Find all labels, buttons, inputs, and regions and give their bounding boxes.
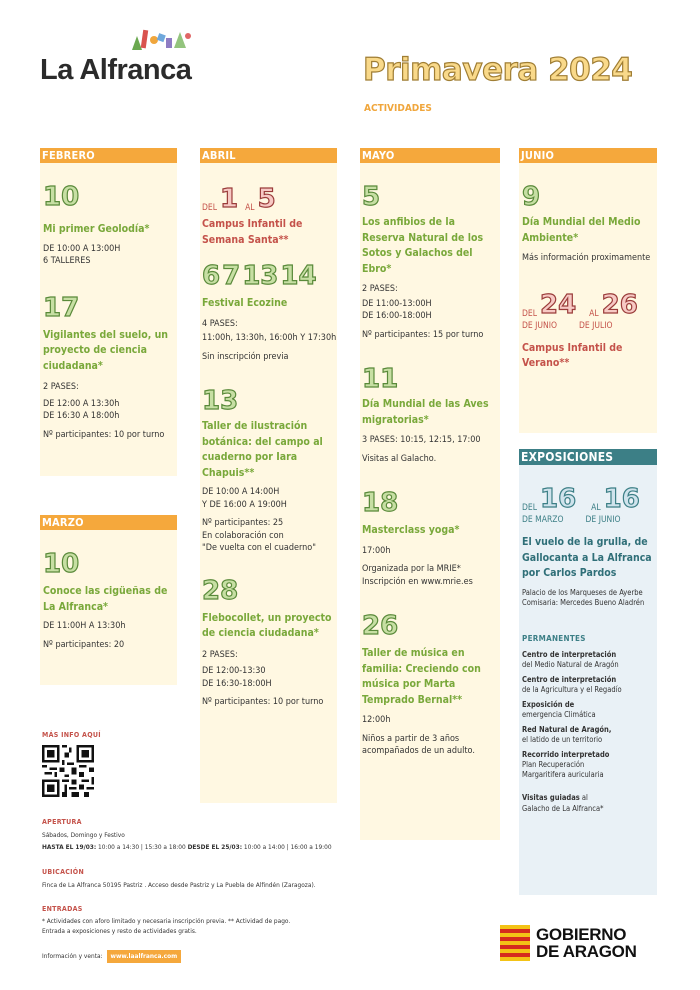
date-number: 5	[257, 184, 276, 214]
permanent-title: Exposición de	[522, 699, 575, 709]
date-number: 18	[362, 488, 399, 518]
date-range	[522, 291, 657, 319]
event-title: Vigilantes del suelo, un proyecto de ciencia ciudadana*	[43, 328, 169, 372]
event-detail: "De vuelta con el cuaderno"	[202, 543, 316, 553]
venta-label: Información y venta:	[42, 952, 103, 960]
permanent-item	[522, 750, 657, 780]
event-detail: 2 PASES:	[202, 649, 238, 660]
season-title: Primavera 2024	[363, 52, 633, 88]
event-detail: Organizada por la MRIE*	[362, 564, 461, 574]
date-number: 11	[362, 364, 399, 394]
event-detail: DE 16:00-18:00H	[362, 311, 432, 321]
event-detail: Nº participantes: 10 por turno	[43, 429, 165, 440]
season-subtitle: ACTIVIDADES	[364, 103, 432, 114]
exhibition-title: El vuelo de la grulla, de Gallocanta a La Alfranca por Carlos Pardos	[522, 536, 652, 579]
event-detail: Niños a partir de 3 años	[362, 733, 460, 744]
event-title: Día Mundial del Medio Ambiente*	[522, 216, 641, 244]
date-number: 16	[603, 484, 640, 514]
permanent-title: Red Natural de Aragón,	[522, 724, 612, 734]
date-number: 28	[202, 575, 239, 606]
permanent-header: PERMANENTES	[522, 633, 586, 643]
apertura-from: DESDE EL 25/03:	[187, 843, 243, 851]
exhibition-detail: Palacio de los Marqueses de Ayerbe	[522, 587, 643, 597]
date-number: 9	[522, 182, 541, 212]
event-detail: 12:00h	[362, 715, 391, 725]
event-detail: DE 10:00 A 13:00H	[43, 243, 121, 254]
event-title: Masterclass yoga*	[362, 524, 460, 536]
date-prefix: DEL	[522, 308, 537, 319]
event-detail: En colaboración con	[202, 530, 284, 541]
date-prefix: DEL	[202, 203, 217, 213]
date-number: 26	[362, 611, 399, 641]
event-title: Campus Infantil de Semana Santa**	[202, 218, 303, 246]
event-detail: Nº participantes: 15 por turno	[362, 329, 484, 340]
event-detail: Visitas al Galacho.	[362, 453, 437, 464]
entradas-header: ENTRADAS	[42, 905, 83, 913]
event-detail: DE 11:00H A 13:30h	[43, 621, 126, 631]
column-febrero	[40, 148, 177, 476]
permanent-detail: el latido de un territorio	[522, 734, 603, 744]
venta-line	[42, 950, 181, 963]
event-detail: 4 PASES:	[202, 318, 238, 329]
date-range	[522, 485, 657, 513]
event-detail: acompañados de un adulto.	[362, 746, 475, 756]
date-number: 1	[219, 184, 239, 214]
event-detail: Sin inscripción previa	[202, 351, 289, 362]
event-title: Campus Infantil de Verano**	[522, 341, 623, 369]
event-detail: 17:00h	[362, 545, 391, 556]
event-detail: DE 11:00-13:00H	[362, 298, 432, 309]
event-title: Mi primer Geolodía*	[43, 223, 150, 235]
date-number: 16	[539, 484, 577, 514]
event-detail: Más información proximamente	[522, 253, 651, 263]
date-number: 24	[539, 289, 577, 320]
event-detail: 3 PASES: 10:15, 12:15, 17:00	[362, 435, 481, 445]
date-prefix: AL	[591, 503, 601, 513]
ubicacion-text: Finca de La Alfranca 50195 Pastriz . Acceso desde Pastriz y La Puebla de Alfindén (Zaragoza).	[42, 881, 316, 889]
event-detail: DE 16:30 A 18:00h	[43, 411, 120, 421]
logo-text: La Alfranca	[40, 54, 192, 86]
permanent-item	[522, 650, 657, 670]
date-number: 7	[222, 261, 241, 291]
permanent-title: Centro de interpretación	[522, 674, 617, 684]
event-detail: DE 12:00-13:30	[202, 666, 266, 676]
permanent-item	[522, 725, 657, 745]
column-mayo	[360, 148, 500, 840]
date-range-months	[522, 515, 657, 525]
aragon-flag-icon	[500, 925, 530, 961]
permanent-item	[522, 700, 657, 720]
month-header-junio: JUNIO	[519, 148, 657, 163]
date-number: 10	[43, 182, 80, 212]
permanent-detail: Margaritifera auricularia	[522, 769, 604, 779]
event-title: Conoce las cigüeñas de La Alfranca*	[43, 585, 168, 613]
permanent-detail: Galacho de La Alfranca*	[522, 803, 604, 813]
website-link[interactable]: www.laalfranca.com	[107, 950, 182, 963]
permanent-title: Recorrido interpretado	[522, 749, 610, 759]
apertura-from-hours: 10:00 a 14:00 | 16:00 a 19:00	[242, 843, 332, 851]
event-detail: Nº participantes: 25	[202, 518, 284, 528]
event-detail: 2 PASES:	[362, 284, 398, 294]
ubicacion-header: UBICACIÓN	[42, 868, 85, 876]
date-month: DE JULIO	[579, 320, 613, 331]
date-range-months	[522, 321, 657, 331]
date-number: 13	[242, 261, 279, 291]
entradas-note: Entrada a exposiciones y resto de actividades gratis.	[42, 927, 197, 935]
apertura-hours	[42, 843, 332, 852]
date-range	[202, 185, 337, 213]
event-detail: 2 PASES:	[43, 382, 79, 392]
permanent-title-suffix: al	[579, 792, 588, 802]
date-number: 5	[362, 182, 381, 212]
permanent-detail: del Medio Natural de Aragón	[522, 659, 619, 669]
event-detail: 6 TALLERES	[43, 256, 91, 266]
event-detail: DE 16:30-18:00H	[202, 678, 272, 689]
month-header-marzo: MARZO	[40, 515, 177, 530]
exhibition-detail: Comisaria: Mercedes Bueno Aladrén	[522, 597, 645, 607]
event-title: Taller de música en familia: Creciendo con música por Marta Temprado Bernal**	[362, 647, 481, 706]
date-prefix: DEL	[522, 503, 537, 513]
event-title: Flebocollet, un proyecto de ciencia ciudadana*	[202, 611, 332, 639]
event-title: Taller de ilustración botánica: del campo al cuaderno por Iara Chapuis**	[202, 420, 323, 479]
date-month: DE JUNIO	[585, 515, 621, 525]
event-detail: Nº participantes: 20	[43, 639, 125, 650]
date-number: 6	[202, 261, 221, 291]
apertura-header: APERTURA	[42, 818, 82, 826]
permanent-detail: Plan Recuperación	[522, 759, 585, 769]
more-info-label: MÁS INFO AQUÍ	[42, 731, 101, 739]
event-title: Los anfibios de la Reserva Natural de los Sotos y Galachos del Ebro*	[362, 216, 484, 275]
date-number: 26	[601, 289, 638, 320]
column-junio	[519, 148, 657, 433]
event-detail: DE 10:00 A 14:00H	[202, 487, 280, 497]
permanent-title: Centro de interpretación	[522, 649, 617, 659]
entradas-note: * Actividades con aforo limitado y necesaria inscripción previa. ** Actividad de pago.	[42, 917, 291, 925]
date-number: 14	[280, 261, 317, 291]
date-month: DE MARZO	[522, 515, 564, 525]
date-list	[202, 262, 337, 290]
event-title: Festival Ecozine	[202, 297, 288, 309]
permanent-detail: de la Agricultura y el Regadío	[522, 684, 622, 694]
permanent-item	[522, 785, 657, 814]
date-prefix: AL	[245, 203, 255, 213]
event-detail: Inscripción en www.mrie.es	[362, 576, 473, 587]
event-detail: 11:00h, 13:30h, 16:00h Y 17:30h	[202, 333, 337, 343]
section-header-exposiciones: EXPOSICIONES	[519, 449, 657, 465]
column-marzo	[40, 515, 177, 685]
column-abril	[200, 148, 337, 803]
gov-line: DE ARAGON	[536, 942, 637, 961]
gobierno-aragon-logo	[500, 925, 637, 961]
qr-code-icon[interactable]	[42, 745, 94, 801]
date-prefix: AL	[589, 308, 599, 319]
event-title: Día Mundial de las Aves migratorias*	[362, 398, 489, 426]
month-header-mayo: MAYO	[360, 148, 500, 163]
date-number: 17	[43, 292, 80, 323]
month-header-febrero: FEBRERO	[40, 148, 177, 163]
apertura-days: Sábados, Domingo y Festivo	[42, 831, 125, 839]
date-number: 10	[43, 549, 80, 579]
event-detail: DE 12:00 A 13:30h	[43, 398, 120, 409]
event-detail: Y DE 16:00 A 19:00H	[202, 499, 287, 510]
event-detail: Nº participantes: 10 por turno	[202, 697, 324, 707]
permanent-title: Visitas guiadas	[522, 792, 580, 802]
permanent-item	[522, 675, 657, 695]
date-month: DE JUNIO	[522, 320, 557, 331]
month-header-abril: ABRIL	[200, 148, 337, 163]
apertura-until-hours: 10:00 a 14:30 | 15:30 a 18:00	[96, 843, 188, 851]
date-number: 13	[202, 386, 239, 416]
column-exposiciones	[519, 449, 657, 895]
gov-line: GOBIERNO	[536, 925, 627, 944]
permanent-detail: emergencia Climática	[522, 709, 596, 719]
apertura-until: HASTA EL 19/03:	[42, 843, 97, 851]
